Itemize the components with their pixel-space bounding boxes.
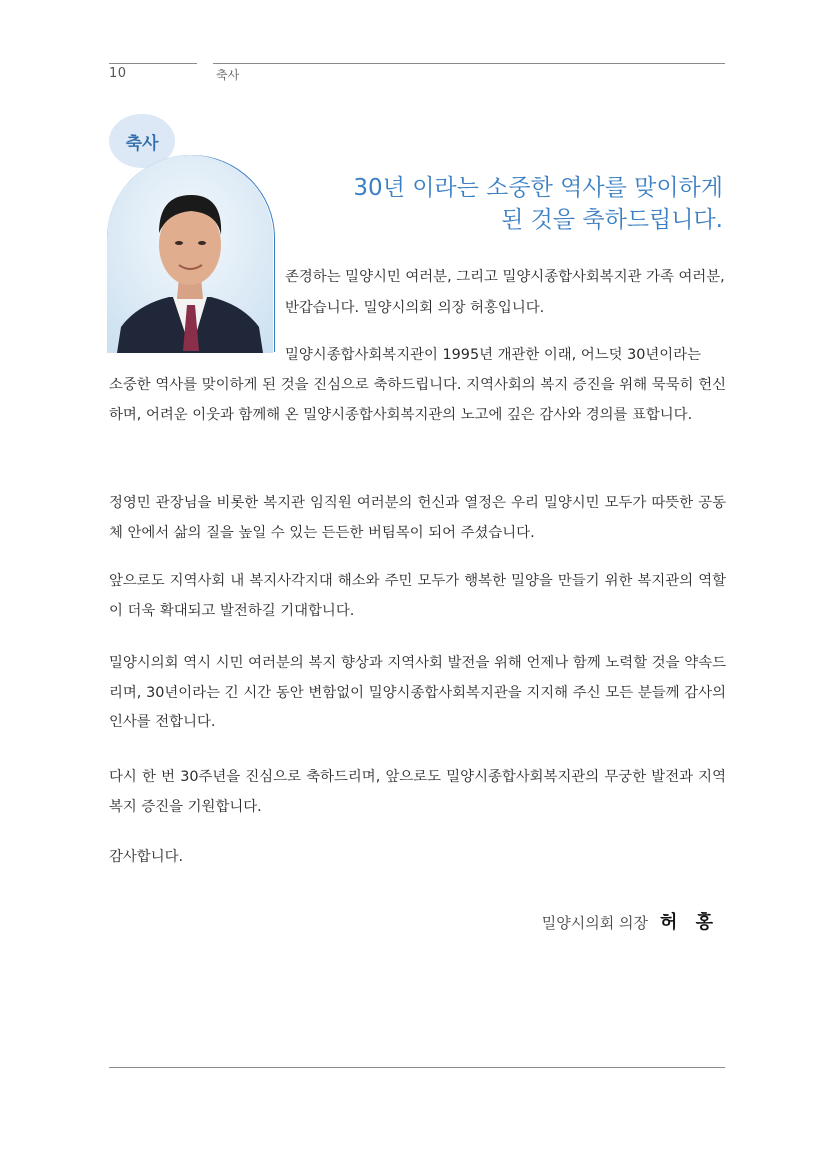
page-number: 10: [109, 66, 127, 81]
signature: [542, 908, 719, 934]
paragraph-1-rest: 소중한 역사를 맞이하게 된 것을 진심으로 축하드립니다. 지역사회의 복지 증진을 위해 묵묵히 헌신하며, 어려운 이웃과 함께해 온 밀양시종합사회복지관의 노고에 깊은 감사와 경의를 표합니다.: [109, 377, 726, 423]
intro-line-2: 반갑습니다. 밀양시의회 의장 허홍입니다.: [285, 300, 545, 316]
intro-line-1: 존경하는 밀양시민 여러분, 그리고 밀양시종합사회복지관 가족 여러분,: [285, 269, 725, 285]
signature-name: 허 홍: [659, 912, 719, 933]
header-rule-right: [213, 63, 725, 64]
signature-title: 밀양시의회 의장: [541, 914, 648, 932]
paragraph-4: 밀양시의회 역시 시민 여러분의 복지 향상과 지역사회 발전을 위해 언제나 함께 노력할 것을 약속드리며, 30년이라는 긴 시간 동안 변함없이 밀양시종합사회복지관을 지지해 주신 모든 분들께 감사의 인사를 전합니다.: [109, 655, 726, 730]
section-badge-label: 축사: [125, 133, 159, 154]
section-label: 축사: [216, 68, 240, 82]
footer-rule: [109, 1067, 725, 1068]
header-rule-left: [109, 63, 197, 64]
paragraph-3: 앞으로도 지역사회 내 복지사각지대 해소와 주민 모두가 행복한 밀양을 만들기 위한 복지관의 역할이 더욱 확대되고 발전하길 기대합니다.: [109, 573, 726, 619]
headline-line-2: 된 것을 축하드립니다.: [501, 207, 723, 233]
headline-line-1: 30년 이라는 소중한 역사를 맞이하게: [353, 175, 723, 201]
paragraph-6: 감사합니다.: [109, 849, 184, 865]
paragraph-1-first-line: 밀양시종합사회복지관이 1995년 개관한 이래, 어느덧 30년이라는: [285, 347, 702, 363]
portrait-photo: [107, 155, 274, 353]
paragraph-2: 정영민 관장님을 비롯한 복지관 임직원 여러분의 헌신과 열정은 우리 밀양시민 모두가 따뜻한 공동체 안에서 삶의 질을 높일 수 있는 든든한 버팀목이 되어 주셨습니다.: [109, 495, 726, 541]
headline: [353, 172, 723, 236]
paragraph-5: 다시 한 번 30주년을 진심으로 축하드리며, 앞으로도 밀양시종합사회복지관의 무궁한 발전과 지역 복지 증진을 기원합니다.: [109, 769, 726, 815]
